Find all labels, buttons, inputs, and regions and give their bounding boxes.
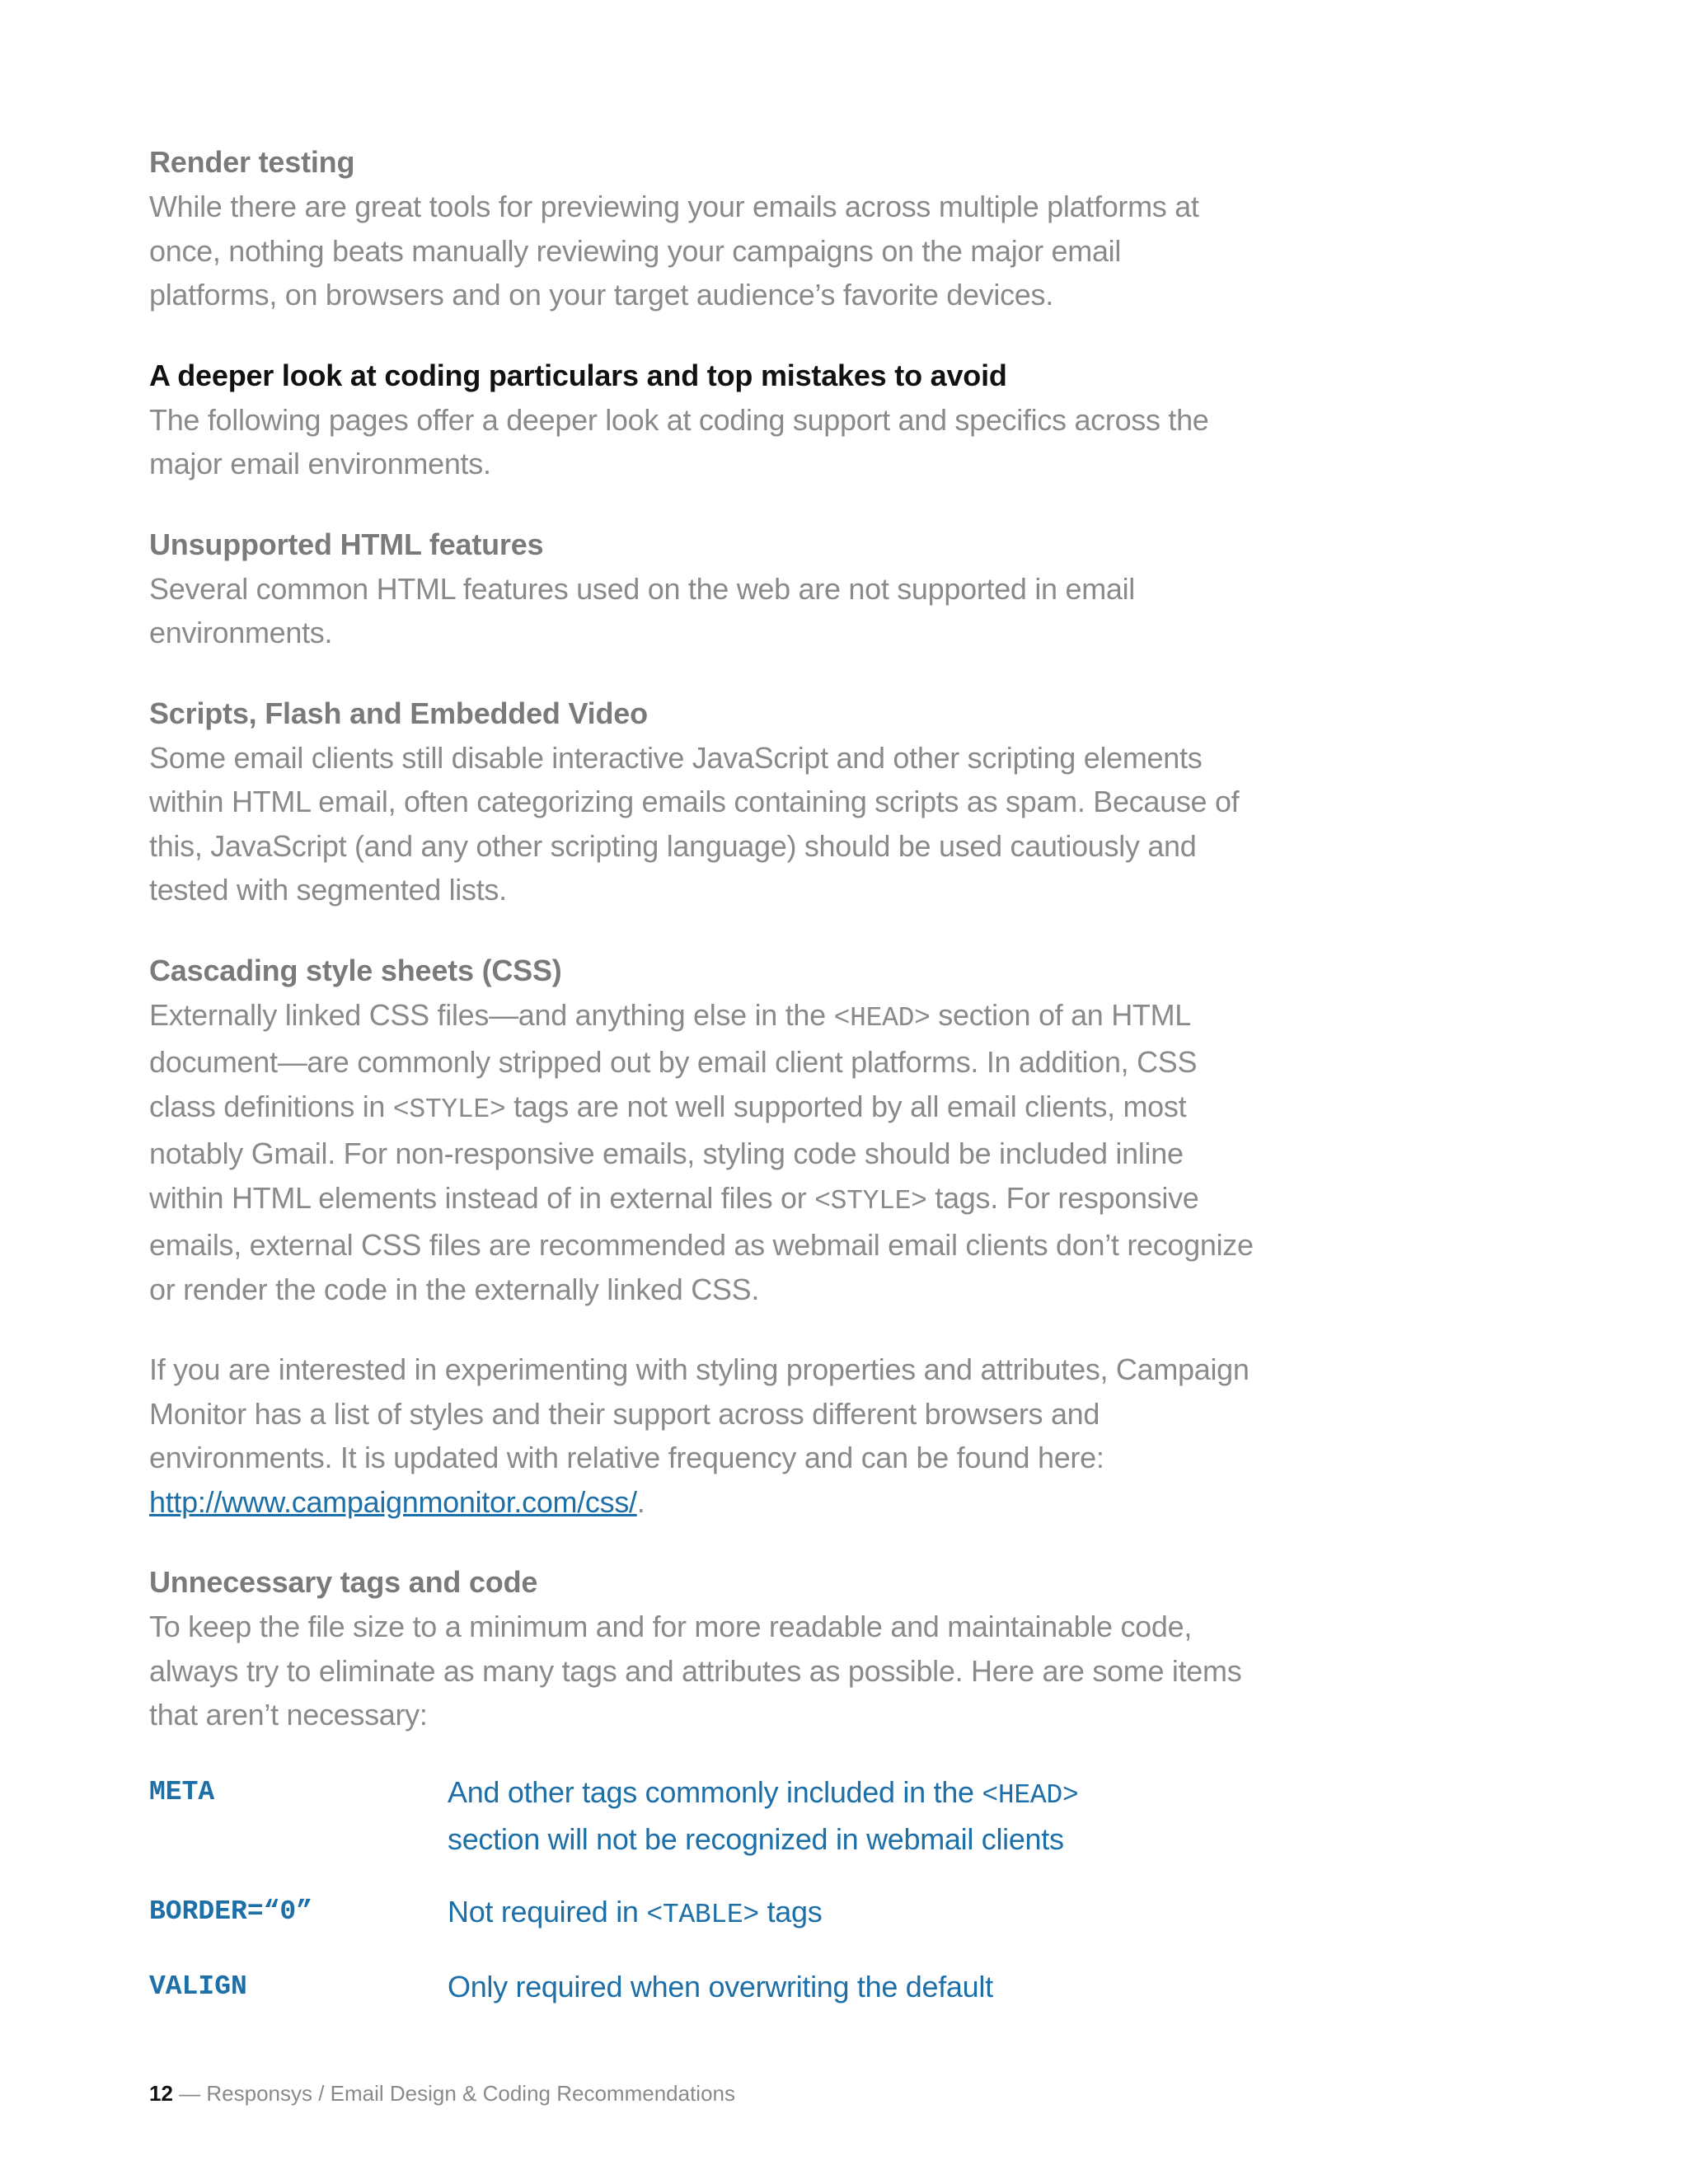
document-page xyxy=(149,140,1254,2037)
desc-text: Only required when overwriting the default xyxy=(448,1970,993,2004)
section-heading: Render testing xyxy=(149,145,355,179)
code-table-tag: <TABLE> xyxy=(646,1899,759,1930)
body-text: tags are not well supported by all email clients, most notably Gmail. For non-responsive emails, styling code should be included inline within HTML elements instead of in external files or xyxy=(149,1089,1187,1215)
section-body xyxy=(149,993,1254,1312)
body-text: section of an HTML document—are commonly stripped out by email client platforms. In addition, CSS class definitions in xyxy=(149,997,1198,1123)
definition-row xyxy=(149,1770,1156,1890)
section-unnecessary-tags xyxy=(149,1560,1254,1737)
section-body: To keep the file size to a minimum and for more readable and maintainable code, always try to eliminate as many tags and attributes as possible. Here are some items that aren’t necessary: xyxy=(149,1610,1242,1732)
desc-text: tags xyxy=(758,1894,823,1929)
section-campaign-monitor xyxy=(149,1347,1254,1524)
definition-table xyxy=(149,1770,1156,2038)
section-body: While there are great tools for previewing your emails across multiple platforms at once, nothing beats manually reviewing your campaigns on the major email platforms, on browsers and on your target audience’s favorite devices. xyxy=(149,190,1199,312)
definition-description xyxy=(448,1770,1156,1890)
section-body xyxy=(149,1347,1254,1524)
code-style-tag: <STYLE> xyxy=(392,1094,506,1125)
section-body: Some email clients still disable interactive JavaScript and other scripting elements within HTML email, often categorizing emails containing scripts as spam. Because of this, JavaScript (and any other scripting language) should be used cautiously and tested with segmented lists. xyxy=(149,740,1240,907)
body-text: . xyxy=(636,1484,645,1519)
body-text: Externally linked CSS files—and anything else in the xyxy=(149,997,834,1032)
section-body: Several common HTML features used on the web are not supported in email environments. xyxy=(149,571,1136,649)
body-text: If you are interested in experimenting with styling properties and attributes, Campaign Monitor has a list of styles and their support across different browsers and environments. It is updated with relative frequency and can be found here: xyxy=(149,1352,1250,1474)
section-heading: A deeper look at coding particulars and top mistakes to avoid xyxy=(149,358,1007,392)
section-body: The following pages offer a deeper look at coding support and specifics across the major email environments. xyxy=(149,402,1209,480)
desc-text: And other tags commonly included in the xyxy=(448,1774,982,1809)
section-deeper-look xyxy=(149,354,1254,486)
definition-row xyxy=(149,1890,1156,1966)
section-render-testing xyxy=(149,140,1254,317)
footer-text: — Responsys / Email Design & Coding Recommendations xyxy=(172,2081,736,2106)
definition-term: BORDER=“0” xyxy=(149,1896,313,1927)
definition-description xyxy=(448,1890,1156,1966)
code-head-tag: <HEAD> xyxy=(982,1779,1079,1811)
code-style-tag: <STYLE> xyxy=(814,1185,927,1216)
definition-term: VALIGN xyxy=(149,1971,247,2002)
code-head-tag: <HEAD> xyxy=(833,1002,931,1033)
campaign-monitor-link[interactable]: http://www.campaignmonitor.com/css/ xyxy=(149,1484,637,1519)
body-text: tags. For responsive emails, external CSS files are recommended as webmail email clients don’t recognize or render the code in the externally linked CSS. xyxy=(149,1180,1254,1306)
section-unsupported-html xyxy=(149,523,1254,655)
definition-term: META xyxy=(149,1776,215,1807)
section-css xyxy=(149,949,1254,1312)
desc-text: Not required in xyxy=(448,1894,647,1929)
definition-description xyxy=(448,1965,1156,2037)
section-heading: Unsupported HTML features xyxy=(149,527,544,561)
section-heading: Unnecessary tags and code xyxy=(149,1565,538,1599)
desc-text: section will not be recognized in webmail clients xyxy=(448,1822,1064,1856)
section-heading: Scripts, Flash and Embedded Video xyxy=(149,696,648,730)
definition-row xyxy=(149,1965,1156,2037)
page-footer xyxy=(149,2079,735,2108)
section-scripts xyxy=(149,691,1254,912)
page-number: 12 xyxy=(149,2081,173,2106)
section-heading: Cascading style sheets (CSS) xyxy=(149,953,562,987)
